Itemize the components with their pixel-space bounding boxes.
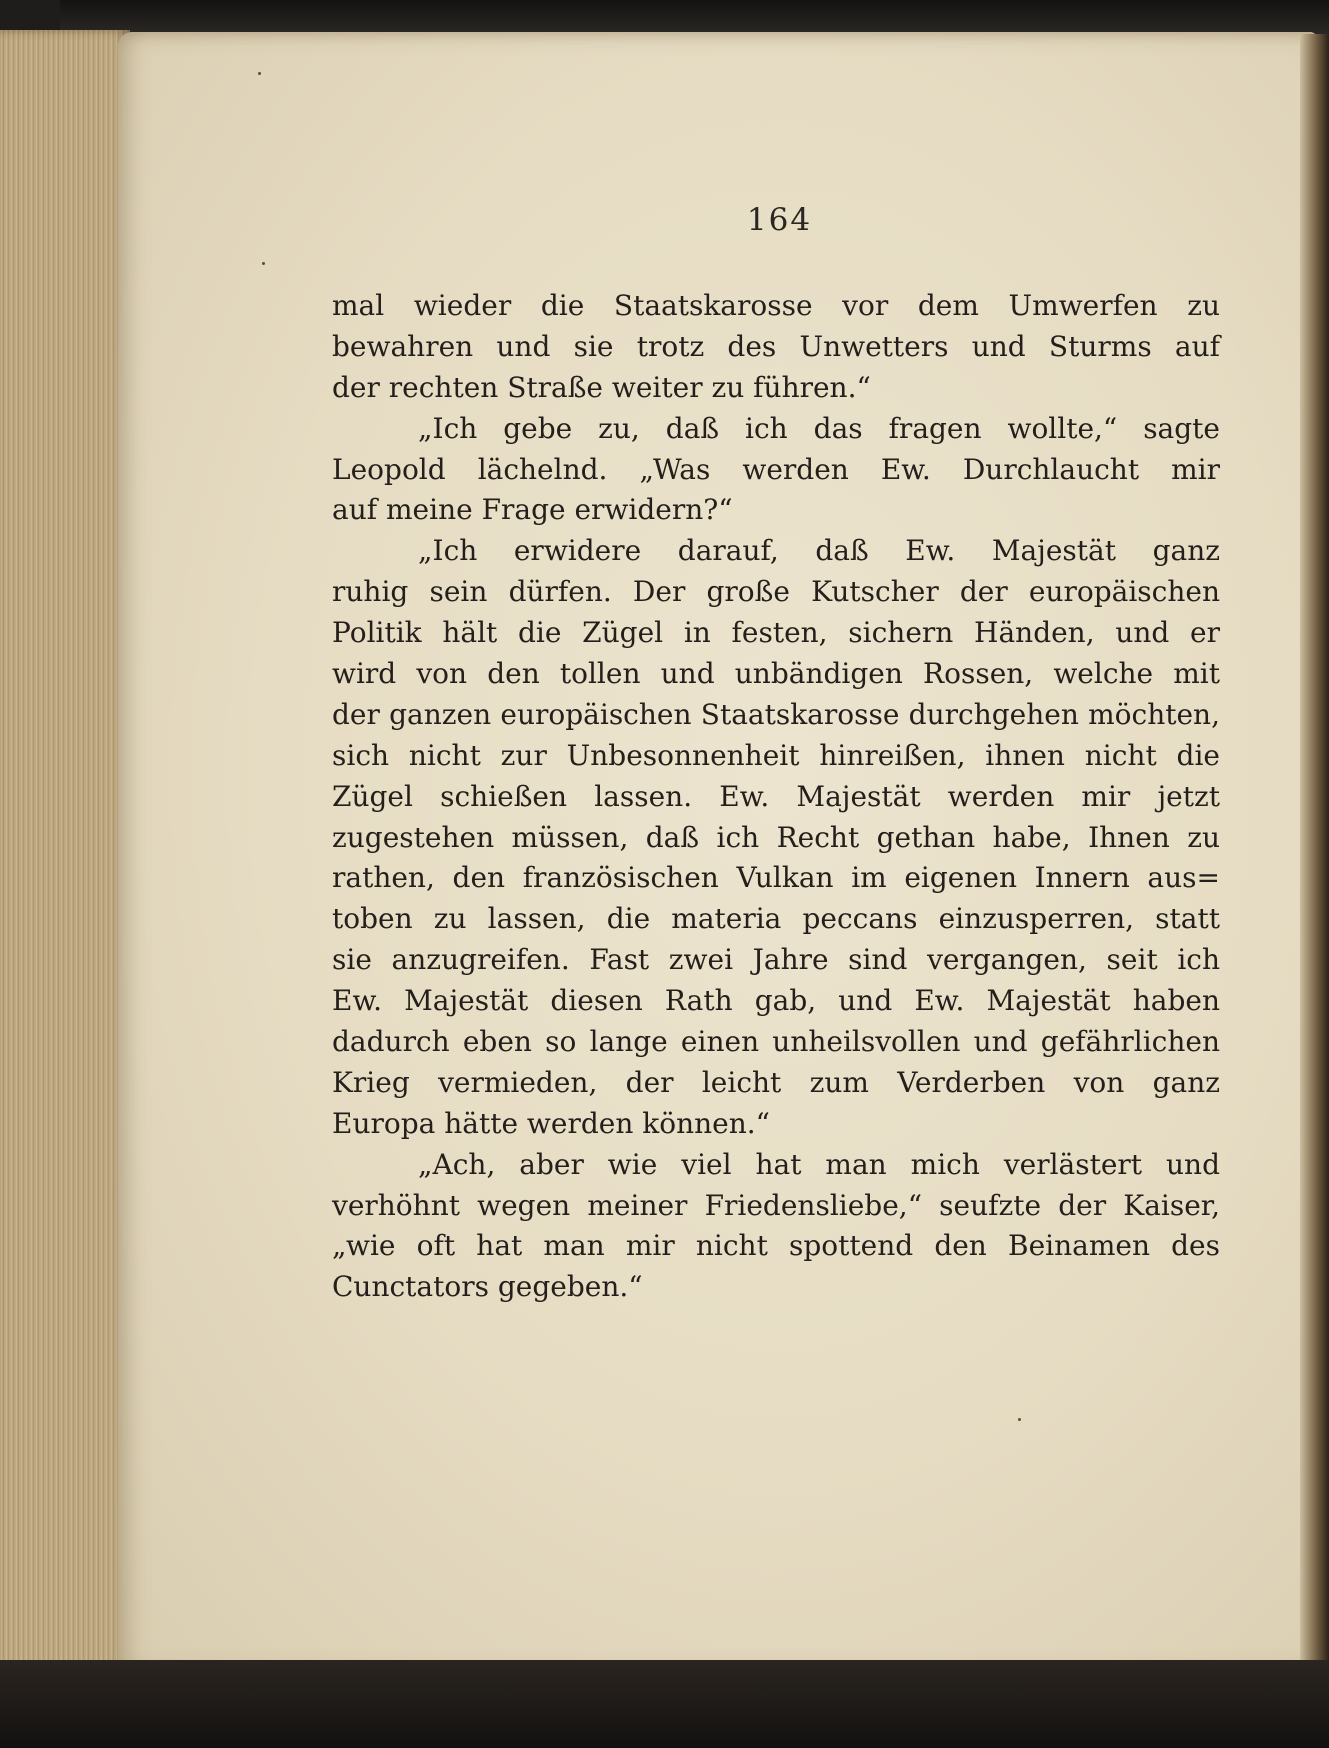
bottom-cover-edge — [0, 1660, 1329, 1748]
top-cover-edge — [60, 0, 1329, 34]
text-line: wird von den tollen und unbändigen Rossen, welche mit — [332, 657, 1220, 691]
paper-speck — [258, 72, 261, 75]
text-line: Europa hätte werden können.“ — [332, 1106, 770, 1140]
text-line: Zügel schießen lassen. Ew. Majestät werden mir jetzt — [332, 779, 1220, 813]
text-line: zugestehen müssen, daß ich Recht gethan habe, Ihnen zu — [332, 820, 1220, 854]
text-line: Krieg vermieden, der leicht zum Verderben von ganz — [332, 1065, 1220, 1099]
text-line: Cunctators gegeben.“ — [332, 1270, 643, 1304]
page-edges-left — [0, 30, 130, 1670]
text-line: bewahren und sie trotz des Unwetters und Sturms auf — [332, 329, 1220, 363]
text-line: Leopold lächelnd. „Was werden Ew. Durchlaucht mir — [332, 452, 1220, 486]
text-line: Politik hält die Zügel in festen, sichern Händen, und er — [332, 616, 1220, 650]
text-line: rathen, den französischen Vulkan im eigenen Innern aus= — [332, 861, 1220, 895]
text-line: sich nicht zur Unbesonnenheit hinreißen, ihnen nicht die — [332, 738, 1220, 772]
text-line: ruhig sein dürfen. Der große Kutscher der europäischen — [332, 575, 1220, 609]
text-line: „Ich erwidere darauf, daß Ew. Majestät ganz — [418, 534, 1220, 568]
text-line: „Ach, aber wie viel hat man mich verlästert und — [418, 1147, 1220, 1181]
text-line: mal wieder die Staatskarosse vor dem Umwerfen zu — [332, 289, 1220, 322]
text-line: „Ich gebe zu, daß ich das fragen wollte,“ sagte — [418, 411, 1220, 445]
text-line: dadurch eben so lange einen unheilsvollen und gefährlichen — [332, 1025, 1220, 1059]
text-line: der rechten Straße weiter zu führen.“ — [332, 370, 871, 404]
text-line: auf meine Frage erwidern?“ — [332, 493, 733, 527]
page-gutter-right — [1300, 34, 1329, 1674]
text-line: toben zu lassen, die materia peccans einzusperren, statt — [332, 902, 1220, 936]
paper-speck — [1018, 1418, 1021, 1421]
text-line: verhöhnt wegen meiner Friedensliebe,“ seufzte der Kaiser, — [332, 1188, 1220, 1222]
text-line: Ew. Majestät diesen Rath gab, und Ew. Majestät haben — [332, 984, 1220, 1018]
text-line: der ganzen europäischen Staatskarosse durchgehen möchten, — [332, 697, 1220, 731]
text-line: „wie oft hat man mir nicht spottend den Beinamen des — [332, 1229, 1220, 1263]
page-number: 164 — [746, 202, 813, 238]
text-line: sie anzugreifen. Fast zwei Jahre sind vergangen, seit ich — [332, 943, 1220, 977]
paper-speck — [262, 262, 265, 265]
body-text — [332, 286, 1220, 1308]
